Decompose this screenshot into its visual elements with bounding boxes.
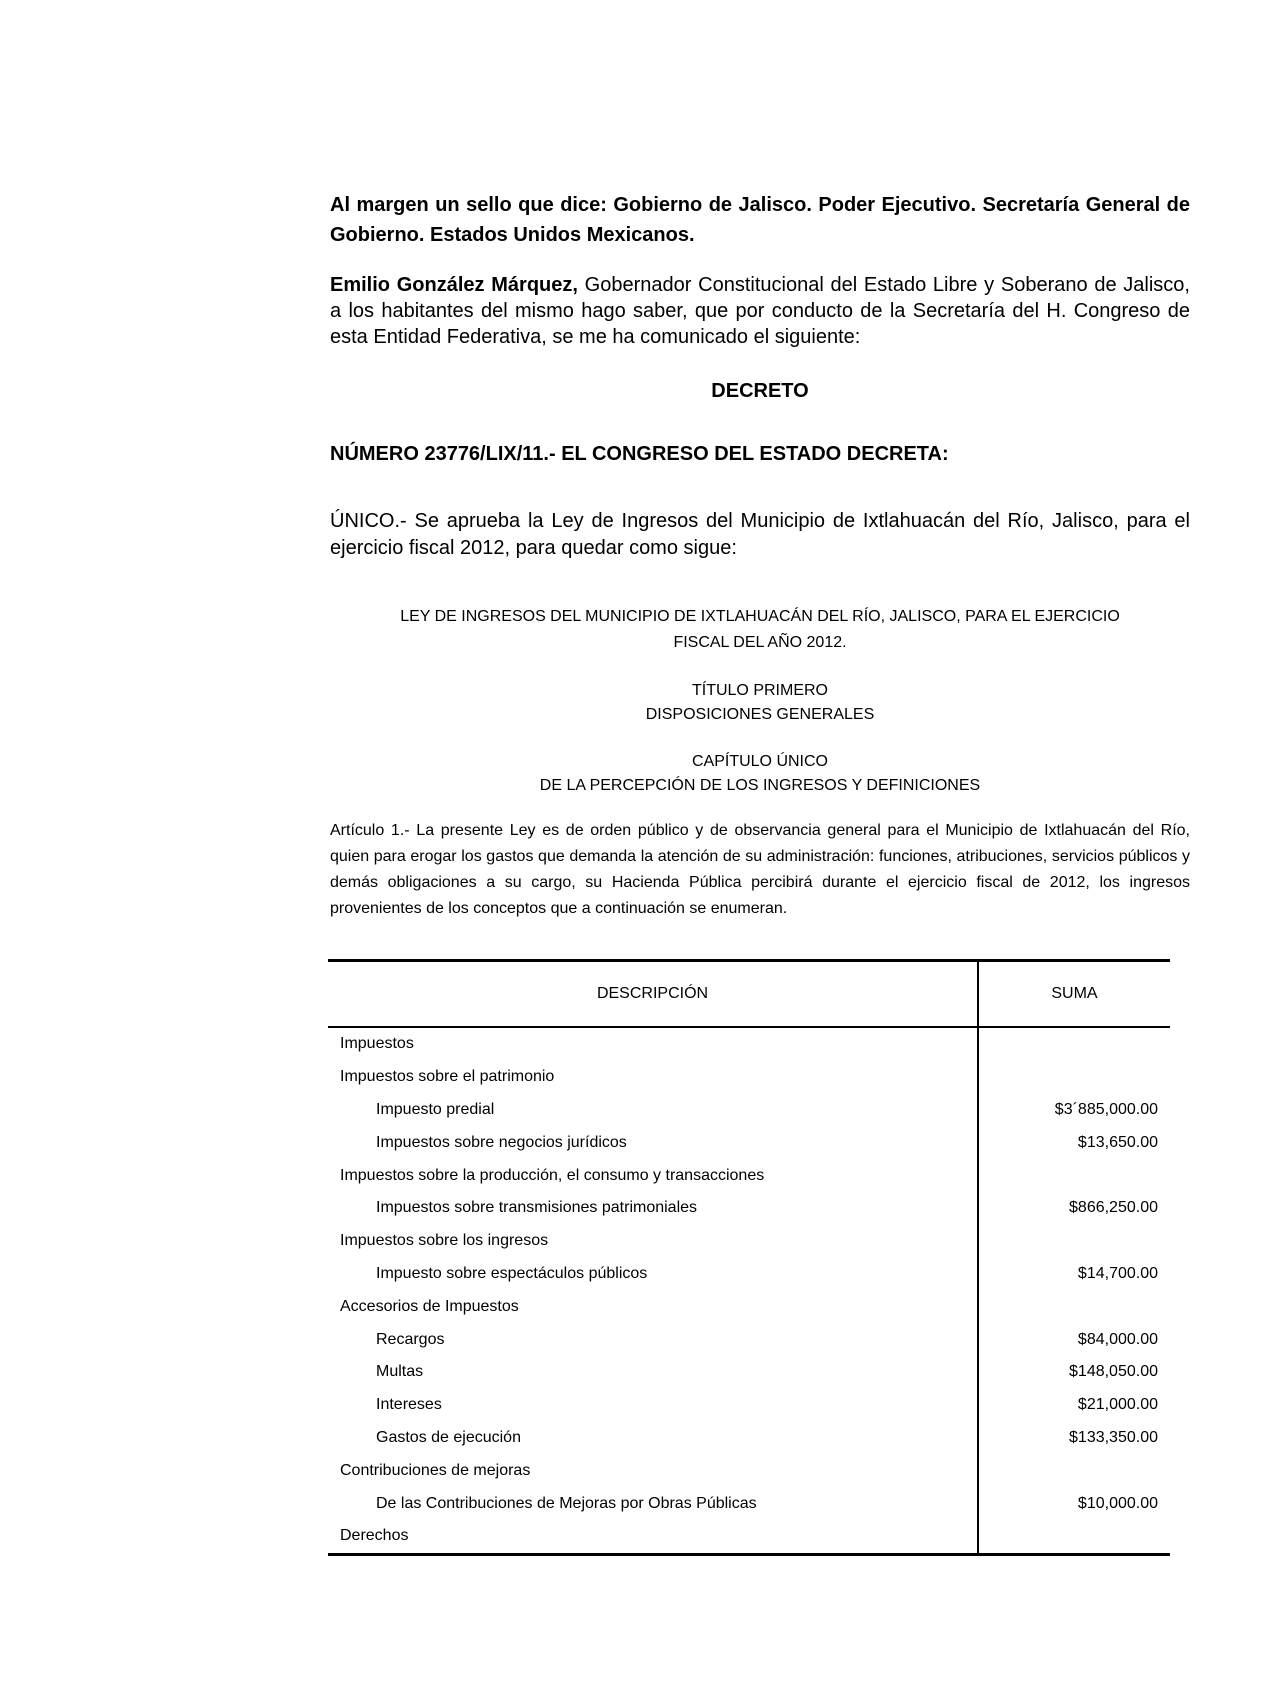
unico-paragraph: ÚNICO.- Se aprueba la Ley de Ingresos del Municipio de Ixtlahuacán del Río, Jalisco, para el ejercicio fiscal 2012, para quedar como sigue: bbox=[330, 510, 1190, 559]
row-description: Impuesto sobre espectáculos públicos bbox=[328, 1258, 978, 1291]
row-description: Contribuciones de mejoras bbox=[328, 1454, 978, 1487]
titulo-heading bbox=[330, 679, 1190, 727]
numero-heading: NÚMERO 23776/LIX/11.- EL CONGRESO DEL ESTADO DECRETA: bbox=[330, 443, 949, 465]
titulo-line: DISPOSICIONES GENERALES bbox=[645, 706, 875, 723]
row-amount bbox=[978, 1225, 1170, 1258]
table-row bbox=[328, 1027, 1170, 1061]
law-title-line: FISCAL DEL AÑO 2012. bbox=[673, 634, 847, 651]
row-amount bbox=[978, 1454, 1170, 1487]
table-row bbox=[328, 1520, 1170, 1554]
row-description: De las Contribuciones de Mejoras por Obras Públicas bbox=[328, 1487, 978, 1520]
header-description: DESCRIPCIÓN bbox=[328, 961, 978, 1028]
row-amount: $21,000.00 bbox=[1077, 1396, 1158, 1414]
row-description: Impuestos sobre negocios jurídicos bbox=[328, 1126, 978, 1159]
document-body bbox=[330, 190, 1190, 922]
row-amount bbox=[978, 1520, 1170, 1554]
decreto-heading: DECRETO bbox=[711, 380, 809, 402]
governor-name: Emilio González Márquez, bbox=[330, 274, 578, 296]
table-body bbox=[328, 1027, 1170, 1554]
row-description: Gastos de ejecución bbox=[328, 1422, 978, 1455]
row-amount bbox=[978, 1159, 1170, 1192]
row-amount: $133,350.00 bbox=[1069, 1428, 1158, 1446]
row-description: Recargos bbox=[328, 1323, 978, 1356]
row-description: Impuesto predial bbox=[328, 1094, 978, 1127]
row-amount bbox=[978, 1061, 1170, 1094]
capitulo-heading bbox=[330, 750, 1190, 798]
row-description: Derechos bbox=[328, 1520, 978, 1554]
titulo-line: TÍTULO PRIMERO bbox=[691, 682, 828, 699]
header-sum: SUMA bbox=[978, 961, 1170, 1028]
row-amount bbox=[978, 1027, 1170, 1061]
articulo-1: Artículo 1.- La presente Ley es de orden público y de observancia general para el Municipio de Ixtlahuacán del Río, quien para erogar los gastos que demanda la atención de su administración: funciones, atribuciones, servicios públicos y demás obligaciones a su cargo, su Hacienda Pública percibirá durante el ejercicio fiscal de 2012, los ingresos provenientes de los conceptos que a continuación se enumeran. bbox=[330, 822, 1190, 917]
law-title-line: LEY DE INGRESOS DEL MUNICIPIO DE IXTLAHUACÁN DEL RÍO, JALISCO, PARA EL EJERCICIO bbox=[400, 608, 1120, 625]
row-description: Impuestos sobre el patrimonio bbox=[328, 1061, 978, 1094]
table-row bbox=[328, 1126, 1170, 1159]
table-row bbox=[328, 1356, 1170, 1389]
table-row bbox=[328, 1258, 1170, 1291]
row-description: Accesorios de Impuestos bbox=[328, 1290, 978, 1323]
table-header-row bbox=[328, 961, 1170, 1028]
row-description: Impuestos bbox=[328, 1027, 978, 1061]
capitulo-line: DE LA PERCEPCIÓN DE LOS INGRESOS Y DEFINICIONES bbox=[539, 777, 981, 794]
table-row bbox=[328, 1422, 1170, 1455]
table-row bbox=[328, 1454, 1170, 1487]
row-amount: $148,050.00 bbox=[1069, 1363, 1158, 1381]
row-description: Multas bbox=[328, 1356, 978, 1389]
table-row bbox=[328, 1389, 1170, 1422]
row-amount: $10,000.00 bbox=[1077, 1494, 1158, 1512]
table-row bbox=[328, 1159, 1170, 1192]
row-amount: $84,000.00 bbox=[1077, 1330, 1158, 1348]
table-row bbox=[328, 1061, 1170, 1094]
capitulo-line: CAPÍTULO ÚNICO bbox=[691, 753, 828, 770]
row-description: Impuestos sobre transmisiones patrimoniales bbox=[328, 1192, 978, 1225]
row-description: Impuestos sobre los ingresos bbox=[328, 1225, 978, 1258]
table-row bbox=[328, 1487, 1170, 1520]
table-row bbox=[328, 1290, 1170, 1323]
table-row bbox=[328, 1094, 1170, 1127]
row-amount: $866,250.00 bbox=[1069, 1199, 1158, 1217]
law-title bbox=[330, 604, 1190, 656]
table-row bbox=[328, 1192, 1170, 1225]
row-amount: $3´885,000.00 bbox=[1054, 1100, 1158, 1118]
row-amount: $13,650.00 bbox=[1077, 1133, 1158, 1151]
intro-text: Gobernador Constitucional del Estado Libre y Soberano de Jalisco, a los habitantes del mismo hago saber, que por conducto de la Secretaría del H. Congreso de esta Entidad Federativa, se me ha comunicado el siguiente: bbox=[330, 274, 1190, 348]
row-description: Impuestos sobre la producción, el consumo y transacciones bbox=[328, 1159, 978, 1192]
row-amount bbox=[978, 1290, 1170, 1323]
table-row bbox=[328, 1225, 1170, 1258]
row-description: Intereses bbox=[328, 1389, 978, 1422]
seal-text: Al margen un sello que dice: Gobierno de Jalisco. Poder Ejecutivo. Secretaría General de Gobierno. Estados Unidos Mexicanos. bbox=[330, 194, 1190, 246]
income-table bbox=[328, 959, 1170, 1556]
intro-paragraph bbox=[330, 272, 1190, 350]
table-row bbox=[328, 1323, 1170, 1356]
row-amount: $14,700.00 bbox=[1077, 1264, 1158, 1282]
